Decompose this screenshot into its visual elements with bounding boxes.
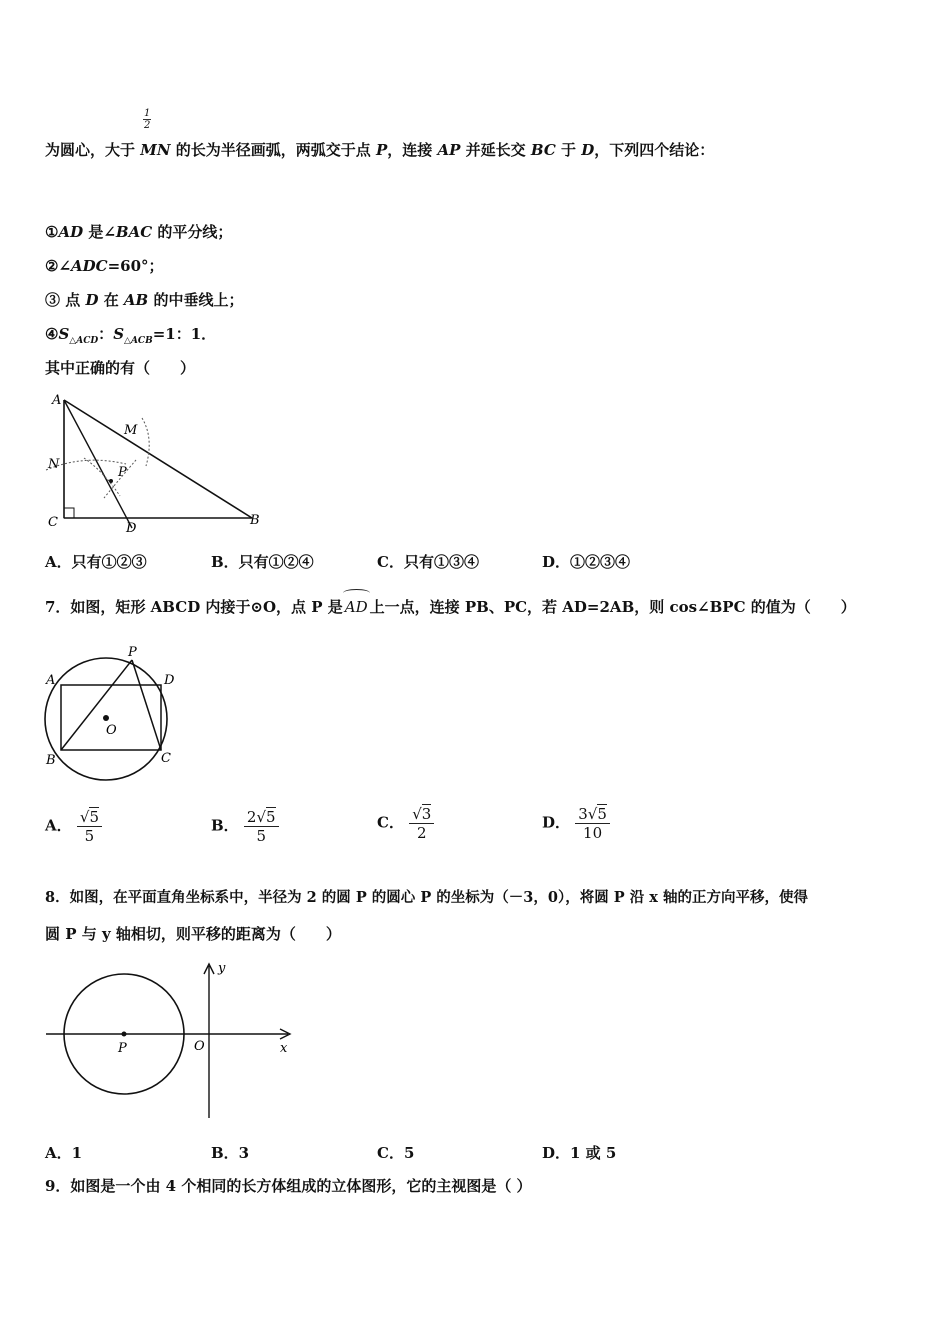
label-n: N — [48, 457, 60, 472]
q6-option-b[interactable]: B．只有①②④ — [211, 553, 314, 571]
label-b: B — [46, 753, 56, 768]
q8-option-c[interactable]: C．5 — [377, 1144, 415, 1162]
c1-ad: AD — [58, 223, 84, 241]
q7-b-fraction: $\frac{2√5}{5}$ — [244, 808, 279, 845]
center-o — [103, 715, 109, 721]
q8-line-2: 圆 P 与 y 轴相切，则平移的距离为（ ） — [45, 925, 341, 943]
intro-line — [45, 140, 714, 160]
c4-sub2: △ACB — [124, 336, 153, 346]
intro-text-5: 于 — [555, 141, 582, 159]
segment-ab — [64, 400, 252, 518]
c3-d: D — [85, 291, 99, 309]
q6-figure — [44, 388, 266, 536]
q8-figure — [44, 958, 300, 1122]
q7-option-c[interactable] — [377, 805, 434, 842]
label-y: y — [218, 961, 226, 976]
label-p: P — [128, 645, 137, 660]
label-c: C — [48, 515, 58, 530]
intro-text-6: ，下列四个结论： — [594, 141, 715, 159]
c4-mark: ④ — [45, 325, 59, 343]
intro-bc: BC — [530, 141, 556, 159]
arc-p1 — [84, 458, 120, 496]
label-p: P — [118, 1041, 127, 1056]
q7-d-letter: D． — [542, 813, 571, 832]
point-p — [109, 479, 113, 483]
label-d: D — [164, 673, 175, 688]
c4-tail: =1：1． — [152, 325, 217, 343]
c1-mark: ① — [45, 223, 59, 241]
label-b: B — [250, 513, 260, 528]
intro-ap: AP — [437, 141, 461, 159]
q7-arc-ad — [343, 597, 370, 617]
q7-c-letter: C． — [377, 813, 404, 832]
arc-m — [142, 418, 149, 466]
c2-mark: ②∠ — [45, 257, 72, 275]
q7-a-fraction: $\frac{√5}{5}$ — [77, 808, 102, 845]
arc-over-icon — [343, 589, 370, 597]
q7-option-a[interactable] — [45, 808, 102, 845]
label-a: A — [46, 673, 56, 688]
q7-stem — [45, 597, 856, 617]
q8-option-d[interactable]: D．1 或 5 — [542, 1144, 617, 1162]
q7-option-d[interactable] — [542, 805, 610, 842]
q9-stem: 9．如图是一个由 4 个相同的长方体组成的立体图形，它的主视图是（ ） — [45, 1177, 532, 1195]
q7-arc-label: AD — [344, 598, 368, 616]
q8-option-b[interactable]: B．3 — [211, 1144, 250, 1162]
label-a: A — [52, 393, 62, 408]
intro-text-1: 为圆心，大于 — [45, 141, 141, 159]
c4-sub1: △ACD — [69, 336, 99, 346]
rectangle-abcd — [61, 685, 161, 750]
label-x: x — [280, 1041, 288, 1056]
c4-s1: S — [58, 325, 70, 343]
conclusion-3 — [45, 290, 243, 310]
label-p: P — [118, 465, 127, 480]
c1-tail: 的平分线； — [152, 223, 233, 241]
intro-text-4: 并延长交 — [460, 141, 531, 159]
c3-tail: 的中垂线上； — [148, 291, 244, 309]
center-p — [122, 1032, 127, 1037]
conclusion-4 — [45, 324, 216, 351]
c2-adc: ADC — [71, 257, 108, 275]
q7-text-pre: 7．如图，矩形 ABCD 内接于⊙O，点 P 是 — [45, 598, 343, 616]
c1-bac: BAC — [115, 223, 153, 241]
intro-mn: MN — [140, 141, 171, 159]
c3-ab: AB — [123, 291, 149, 309]
intro-d: D — [581, 141, 595, 159]
label-o: O — [106, 723, 117, 738]
q8-option-a[interactable]: A．1 — [45, 1144, 83, 1162]
q6-option-d[interactable]: D．①②③④ — [542, 553, 631, 571]
half-numerator: 1 — [144, 108, 151, 119]
c2-tail: =60°； — [107, 257, 164, 275]
segment-pb — [61, 660, 132, 750]
q7-c-fraction: $\frac{√3}{2}$ — [409, 805, 434, 842]
q7-figure — [44, 644, 184, 782]
c1-text: 是∠ — [83, 223, 116, 241]
q7-b-letter: B． — [211, 816, 239, 835]
q7-text-post: 上一点，连接 PB、PC，若 AD=2AB，则 cos∠BPC 的值为（ ） — [369, 598, 856, 616]
q8-line-1: 8．如图，在平面直角坐标系中，半径为 2 的圆 P 的圆心 P 的坐标为（－3，0），将圆 P 沿 x 轴的正方向平移，使得 — [45, 889, 808, 906]
intro-text-2: 的长为半径画弧，两弧交于点 — [170, 141, 377, 159]
right-angle-mark — [64, 508, 74, 518]
half-fraction — [143, 108, 151, 131]
half-denominator: 2 — [144, 120, 151, 131]
c4-s2: S — [113, 325, 125, 343]
conclusion-1 — [45, 222, 232, 242]
q7-option-b[interactable] — [211, 808, 279, 845]
q6-option-c[interactable]: C．只有①③④ — [377, 553, 479, 571]
c4-colon: ： — [98, 325, 114, 343]
label-m: M — [124, 423, 138, 438]
intro-p: P — [376, 141, 388, 159]
q7-a-letter: A． — [45, 816, 72, 835]
intro-text-3: ，连接 — [387, 141, 438, 159]
label-c: C — [161, 751, 171, 766]
label-d: D — [126, 521, 137, 536]
q6-option-a[interactable]: A．只有①②③ — [45, 553, 147, 571]
q6-prompt: 其中正确的有（ ） — [45, 359, 196, 377]
conclusion-2 — [45, 256, 164, 276]
c3-text: 在 — [98, 291, 124, 309]
label-o: O — [194, 1039, 205, 1054]
q7-d-fraction: $\frac{3√5}{10}$ — [575, 805, 610, 842]
c3-mark: ③ 点 — [45, 291, 86, 309]
